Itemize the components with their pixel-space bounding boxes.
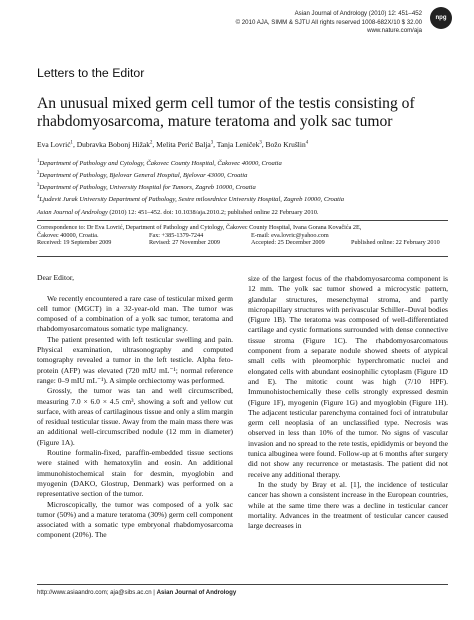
paragraph: We recently encountered a rare case of testicular mixed germ cell tumor (MGCT) in a 32-year-old man. The tumor was composed of a combination of a yolk sac tumor, teratoma and rhabdomyosarcomatous somatic type malignancy. (37, 293, 233, 334)
accepted-date: Accepted: 25 December 2009 (251, 239, 325, 247)
author-sup: 4 (305, 140, 309, 146)
footer-separator: | (153, 589, 155, 596)
divider (37, 220, 448, 221)
author-sup: 1 (70, 140, 73, 146)
author-name: Tanja Leniček (216, 140, 260, 149)
footer-url[interactable]: http://www.asiaandro.com; (37, 589, 109, 596)
journal-url[interactable]: www.nature.com/aja (367, 27, 422, 35)
author-sup: 3 (210, 140, 214, 146)
footer-divider (37, 584, 448, 585)
section-label: Letters to the Editor (37, 66, 145, 80)
paragraph: size of the largest focus of the rhabdomyosarcoma component is 12 mm. The yolk sac tumor showed a microcystic pattern, glandular structures, mesenchymal stroma, and partly micropapillary structures with perivascular Schiller–Duval bodies (Figure 1B). The teratoma was composed of well-differentiated cartilage and cystic formations surrounded with dense connective tissue stroma (Figure 1C). The rhabdomyosarcomatous component from a separate nodule showed sheets of atypical small cells with pleomorphic hyperchromatic nuclei and elongated cells with abundant eosinophilic cytoplasm (Figure 1D and E). The mitotic count was high (7/10 HPF). Immunohistochemically these cells strongly expressed desmin (Figure 1F), myogenin (Figure 1G) and myoglobin (Figure 1H). The adjacent testicular parenchyma contained foci of intratubular germ cell neoplasia of an unclassified type. Necrosis was observed in less than 10% of the tumor. No signs of vascular invasion and no spread to the rete testis, epididymis or beyond the tunica albuginea were found. Follow-up at 6 months after surgery did not show any recurrence or metastasis. The patient did not receive any additional therapy. (248, 274, 448, 479)
author-name: Božo Krušlin (265, 140, 306, 149)
correspondence-block (37, 224, 457, 247)
author-sup: 3 (259, 140, 262, 146)
affiliation-list (37, 157, 457, 205)
received-date: Received: 19 September 2009 (37, 239, 112, 247)
journal-header (236, 10, 422, 36)
divider (37, 256, 448, 257)
correspondence-email[interactable]: E-mail: eva.lovric@yahoo.com (251, 231, 329, 239)
body-column-right (248, 274, 448, 531)
footer-email[interactable]: aja@sibs.ac.cn (110, 589, 152, 596)
title-line: An unusual mixed germ cell tumor of the testis consisting of (37, 95, 415, 112)
author-name: Melita Perić Balja (156, 140, 211, 149)
author-list: Eva Lovrić$^1$, Dubravka Bobonj Hižak$^2$, Melita Perić Balja$^3$, Tanja Leniček$^3$, Božo Krušlin$^4$ (37, 140, 309, 149)
paragraph: Grossly, the tumor was tan and well circumscribed, measuring 7.0 × 6.0 × 4.5 cm³, showing a soft and yellow cut surface, with areas of cartilaginous tissue and only a slim margin of residual testicular tissue. Away from the main mass there was an additional well-circumscribed nodule (12 mm in diameter) (Figure 1A). (37, 386, 233, 447)
correspondence-line: Correspondence to: Dr Eva Lovrić, Department of Pathology and Cytology, Čakovec County Hospital, Ivana Gorana Kovačića 2E, (37, 224, 362, 231)
copyright-line: © 2010 AJA, SIMM & SJTU All rights reserved 1008-682X/10 $ 32.00 (235, 18, 422, 26)
correspondence-fax: Fax: +385-1379-7244 (149, 231, 204, 239)
citation-details: (2010) 12: 451–452. doi: 10.1038/aja.2010.2; published online 22 February 2010. (107, 209, 319, 216)
revised-date: Revised: 27 November 2009 (149, 239, 220, 247)
page-footer (37, 589, 236, 596)
paragraph: The patient presented with left testicular swelling and pain. Physical examination, ultrasonography and computed tomography revealed a tumor in the left testicle. Alpha feto-protein (AFP) was elevated (720 mIU mL⁻¹; normal reference range: 0–9 mIU mL⁻¹). A simple orchiectomy was performed. (37, 334, 233, 385)
paragraph: Routine formalin-fixed, paraffin-embedded tissue sections were stained with hematoxylin and eosin. An additional immunohistochemical stain for desmin, myoglobin and myogenin (DAKO, Glostrup, Denmark) was performed on a representative section of the tumor. (37, 448, 233, 499)
affiliation: $^4$Ljudevit Jurak University Department of Pathology, Sestre milosrdnice University Hospital, Zagreb 10000, Croatia (37, 194, 345, 204)
paragraph: In the study by Bray et al. [1], the incidence of testicular cancer has shown a consistent increase in the European countries, while at the same time there was a decline in testicular cancer mortality. Advances in the treatment of testicular cancer caused large decreases in (248, 479, 448, 531)
npg-logo: npg (430, 7, 452, 29)
paragraph: Microscopically, the tumor was composed of a yolk sac tumor (50%) and a mature teratoma (30%) germ cell component associated with a somatic type embryonal rhabdomyosarcoma component (20%). The (37, 499, 233, 540)
title-line: rhabdomyosarcoma, mature teratoma and yolk sac tumor (37, 113, 393, 130)
affiliation: $^3$Department of Pathology, University Hospital for Tumors, Zagreb 10000, Croatia (37, 182, 256, 192)
author-name: Dubravka Bobonj Hižak (76, 140, 151, 149)
correspondence-address-end: Čakovec 40000, Croatia. (37, 231, 99, 239)
affiliation: $^2$Department of Pathology, Bjelovar General Hospital, Bjelovar 43000, Croatia (37, 170, 248, 180)
affiliation: $^1$Department of Pathology and Cytology, Čakovec County Hospital, Čakovec 40000, Croatia (37, 159, 282, 168)
salutation: Dear Editor, (37, 273, 74, 282)
journal-citation-line: Asian Journal of Andrology (2010) 12: 451–452 (294, 10, 422, 17)
author-name: Eva Lovrić (37, 140, 71, 149)
author-sup: 2 (150, 140, 153, 146)
published-date: Published online: 22 February 2010 (351, 239, 440, 247)
citation-line (37, 209, 319, 216)
article-title (37, 95, 447, 131)
citation-journal: Asian Journal of Andrology (37, 209, 108, 216)
footer-journal: Asian Journal of Andrology (156, 589, 237, 596)
body-column-left (37, 273, 233, 541)
